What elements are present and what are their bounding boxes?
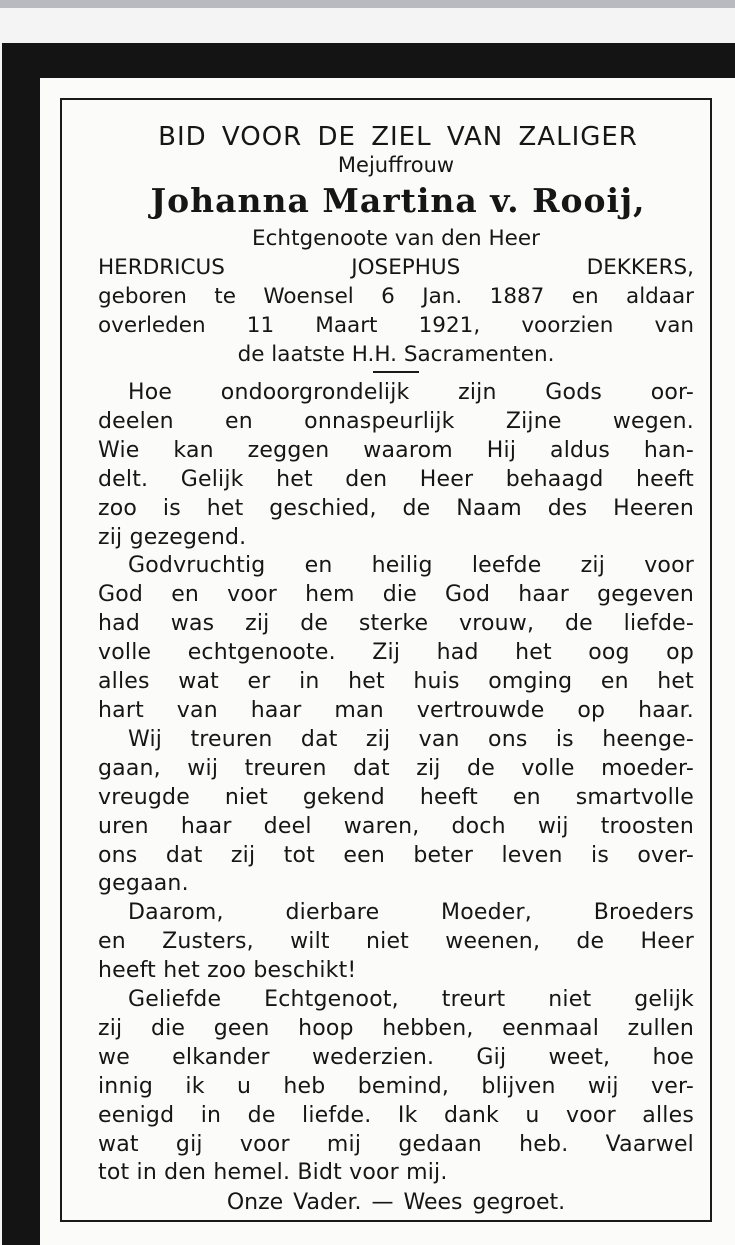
text-line: hart van haar man vertrouwde op haar. xyxy=(98,697,694,723)
spouse-line: Echtgenoote van den Heer xyxy=(252,226,540,251)
text-line: eenigd in de liefde. Ik dank u voor alles xyxy=(98,1102,694,1128)
text-line: we elkander wederzien. Gij weet, hoe xyxy=(98,1044,694,1070)
card-frame xyxy=(60,98,712,1222)
dates-line: geboren te Woensel 6 Jan. 1887 en aldaar xyxy=(98,284,694,309)
text-line: Hoe ondoorgrondelijk zijn Gods oor- xyxy=(128,380,694,405)
dates-line: overleden 11 Maart 1921, voorzien van xyxy=(98,313,694,338)
text-line: vreugde niet gekend heeft en smartvolle xyxy=(98,784,694,810)
top-bar xyxy=(0,0,735,8)
card-paper xyxy=(40,78,735,1245)
title-word: Mejuffrouw xyxy=(337,153,455,177)
dates-line: de laatste H.H. Sacramenten. xyxy=(237,342,555,367)
text-line: wat gij voor mij gedaan heb. Vaarwel xyxy=(98,1131,694,1157)
card-text xyxy=(98,122,694,1218)
text-line: alles wat er in het huis omging en het xyxy=(98,669,694,695)
text-line: uren haar deel waren, doch wij troosten xyxy=(98,813,694,839)
text-line: Godvruchtig en heilig leefde zij voor xyxy=(128,553,694,579)
text-line: tot in den hemel. Bidt voor mij. xyxy=(98,1160,448,1186)
text-line: en Zusters, wilt niet weenen, de Heer xyxy=(98,929,694,955)
text-line: gaan, wij treuren dat zij de volle moeder- xyxy=(98,755,694,781)
text-line: gegaan. xyxy=(98,871,189,897)
text-line: innig ik u heb bemind, blijven wij ver- xyxy=(98,1073,694,1099)
text-line: deelen en onnaspeurlijk Zijne wegen. xyxy=(98,408,694,434)
mourning-card xyxy=(2,43,735,1245)
prayer-heading: BID VOOR DE ZIEL VAN ZALIGER xyxy=(158,122,638,152)
text-line: delt. Gelijk het den Heer behaagd heeft xyxy=(98,466,694,492)
memorial-text xyxy=(98,379,694,1188)
text-line: zij die geen hoop hebben, eenmaal zullen xyxy=(98,1015,694,1041)
text-line: volle echtgenoote. Zij had het oog op xyxy=(98,640,694,666)
text-line: heeft het zoo beschikt! xyxy=(98,958,357,984)
text-line: zij gezegend. xyxy=(98,524,247,550)
text-line: God en voor hem die God haar gegeven xyxy=(98,582,694,608)
text-line: Geliefde Echtgenoot, treurt niet gelijk xyxy=(128,987,694,1013)
spouse-name: HERDRICUS JOSEPHUS DEKKERS, xyxy=(98,255,694,280)
text-line: ons dat zij tot een beter leven is over- xyxy=(98,842,694,868)
closing-prayers: Onze Vader. — Wees gegroet. xyxy=(226,1190,566,1216)
text-line: Wij treuren dat zij van ons is heenge- xyxy=(128,726,694,752)
text-line: Wie kan zeggen waarom Hij aldus han- xyxy=(98,437,694,463)
text-line: zoo is het geschied, de Naam des Heeren xyxy=(98,495,694,521)
text-line: Daarom, dierbare Moeder, Broeders xyxy=(128,900,694,926)
divider-rule xyxy=(373,371,419,373)
deceased-name: Johanna Martina v. Rooij, xyxy=(150,181,646,220)
text-line: had was zij de sterke vrouw, de liefde- xyxy=(98,611,694,637)
